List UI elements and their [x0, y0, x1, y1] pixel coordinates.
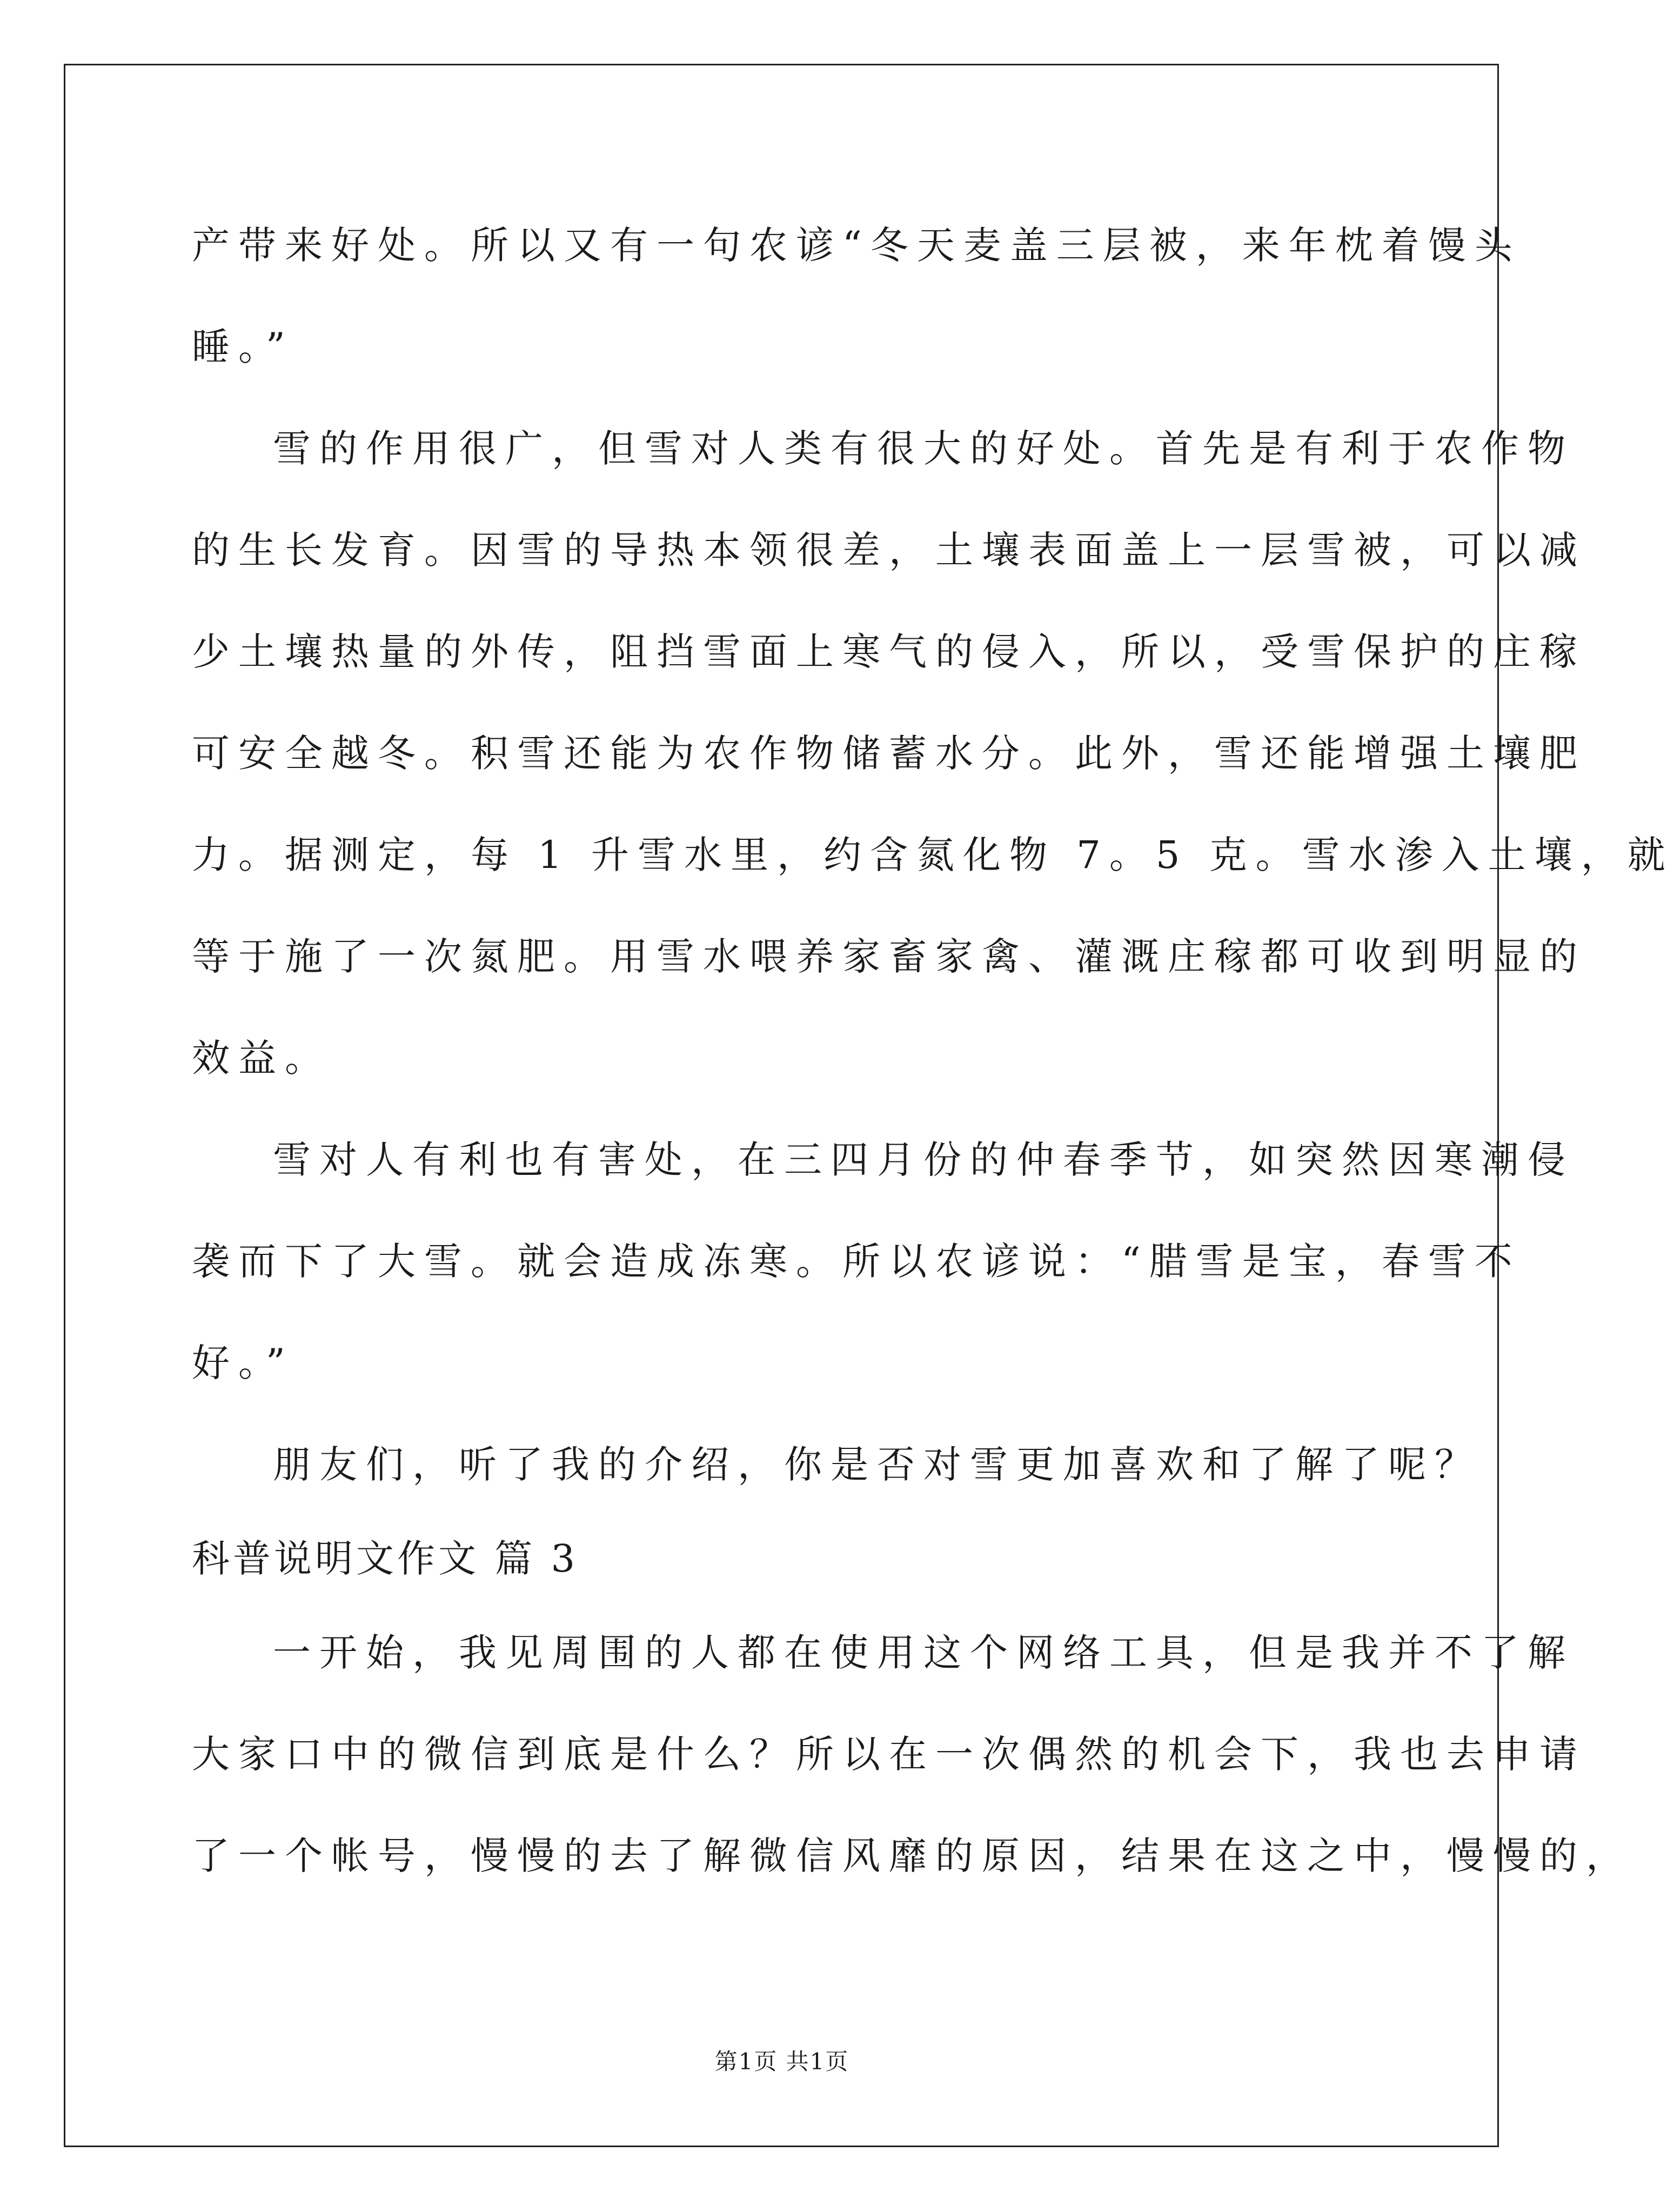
paragraph-line: 好。”	[192, 1341, 294, 1385]
section-heading: 科普说明文作文 篇 3	[192, 1536, 579, 1581]
paragraph-line: 睡。”	[192, 325, 294, 369]
paragraph-line: 效益。	[192, 1036, 331, 1080]
paragraph-line: 力。据测定，每 1 升雪水里，约含氮化物 7。5 克。雪水渗入土壤，就	[192, 833, 1674, 877]
paragraph-line: 一开始，我见周围的人都在使用这个网络工具，但是我并不了解	[273, 1630, 1574, 1675]
page-number-label: 第1页 共1页	[714, 2048, 849, 2075]
paragraph-line: 可安全越冬。积雪还能为农作物储蓄水分。此外，雪还能增强土壤肥	[192, 731, 1586, 776]
paragraph-line: 的生长发育。因雪的导热本领很差，土壤表面盖上一层雪被，可以减	[192, 528, 1586, 572]
paragraph-line: 产带来好处。所以又有一句农谚“冬天麦盖三层被，来年枕着馒头	[192, 223, 1521, 268]
paragraph-line: 雪对人有利也有害处，在三四月份的仲春季节，如突然因寒潮侵	[273, 1138, 1574, 1182]
paragraph-line: 朋友们，听了我的介绍，你是否对雪更加喜欢和了解了呢？	[273, 1442, 1481, 1487]
paragraph-line: 雪的作用很广，但雪对人类有很大的好处。首先是有利于农作物	[273, 426, 1574, 471]
paragraph-line: 袭而下了大雪。就会造成冻寒。所以农谚说：“腊雪是宝，春雪不	[192, 1239, 1521, 1284]
page-footer	[0, 2046, 1564, 2078]
paragraph-line: 少土壤热量的外传，阻挡雪面上寒气的侵入，所以，受雪保护的庄稼	[192, 630, 1586, 674]
document-body	[192, 195, 1674, 1907]
paragraph-line: 了一个帐号，慢慢的去了解微信风靡的原因，结果在这之中，慢慢的，	[192, 1834, 1632, 1878]
paragraph-line: 等于施了一次氮肥。用雪水喂养家畜家禽、灌溉庄稼都可收到明显的	[192, 934, 1586, 979]
paragraph-line: 大家口中的微信到底是什么？所以在一次偶然的机会下，我也去申请	[192, 1732, 1586, 1776]
